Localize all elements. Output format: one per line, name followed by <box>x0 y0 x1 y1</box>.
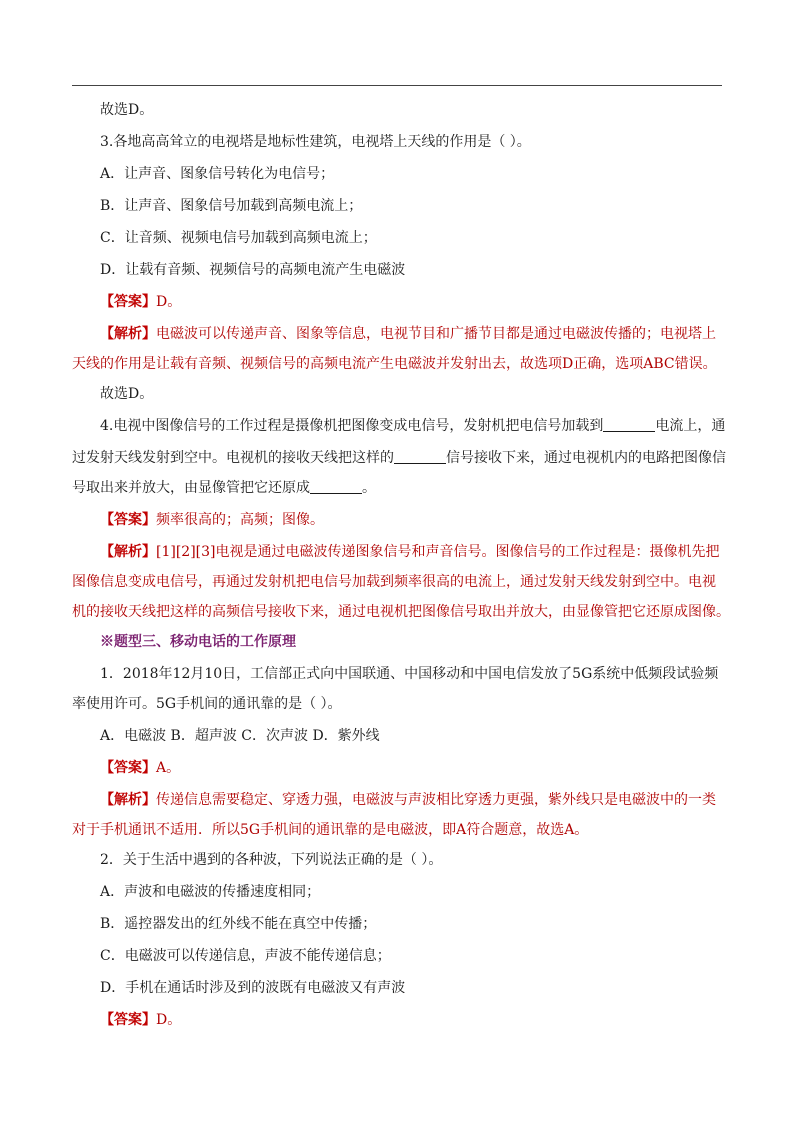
analysis-line: 机的接收天线把这样的高频信号接收下来，通过电视机把图像信号取出并放大，由显像管把它还原成图像。 <box>72 604 730 620</box>
options-row: A．电磁波 B．超声波 C．次声波 D．紫外线 <box>100 728 380 744</box>
answer-line: 【答案】D。 <box>100 294 182 310</box>
analysis-line: 图像信息变成电信号，再通过发射机把电信号加载到频率很高的电流上，通过发射天线发射到空中。电视 <box>72 574 716 590</box>
option-b: B．遥控器发出的红外线不能在真空中传播； <box>100 916 377 932</box>
question-4-stem: 号取出来并放大，由显像管把它还原成 。 <box>72 480 376 496</box>
section-heading: ※题型三、移动电话的工作原理 <box>100 634 296 650</box>
fill-blank <box>394 449 446 464</box>
text-line: 故选D。 <box>100 386 154 402</box>
option-c: C．让音频、视频电信号加载到高频电流上； <box>100 230 377 246</box>
header-rule <box>72 85 722 86</box>
question-4-stem: 过发射天线发射到空中。电视机的接收天线把这样的 信号接收下来，通过电视机内的电路把图像信 <box>72 450 726 466</box>
analysis-line: 天线的作用是让载有音频、视频信号的高频电流产生电磁波并发射出去，故选项D正确，选项ABC错误。 <box>72 356 717 372</box>
question-3-stem: 3.各地高高耸立的电视塔是地标性建筑，电视塔上天线的作用是（ ）。 <box>100 134 531 150</box>
question-1-stem: 率使用许可。5G手机间的通讯靠的是（ ）。 <box>72 696 342 712</box>
option-d: D．手机在通话时涉及到的波既有电磁波又有声波 <box>100 980 406 996</box>
question-1-stem: 1．2018年12月10日，工信部正式向中国联通、中国移动和中国电信发放了5G系统中低频段试验频 <box>100 666 719 682</box>
option-a: A．声波和电磁波的传播速度相同； <box>100 884 321 900</box>
option-a: A．让声音、图象信号转化为电信号； <box>100 166 335 182</box>
question-4-stem: 4.电视中图像信号的工作过程是摄像机把图像变成电信号，发射机把电信号加载到 电流上，通 <box>100 418 726 434</box>
fill-blank <box>603 417 655 432</box>
answer-line: 【答案】D。 <box>100 1012 182 1028</box>
answer-line: 【答案】频率很高的；高频；图像。 <box>100 512 324 528</box>
analysis-line: 【解析】传递信息需要稳定、穿透力强，电磁波与声波相比穿透力更强，紫外线只是电磁波中的一类 <box>100 792 716 808</box>
question-2-stem: 2．关于生活中遇到的各种波，下列说法正确的是（ ）。 <box>100 852 443 868</box>
answer-line: 【答案】A。 <box>100 760 181 776</box>
text-line: 故选D。 <box>100 102 154 118</box>
analysis-line: 【解析】电磁波可以传递声音、图象等信息，电视节目和广播节目都是通过电磁波传播的；电视塔上 <box>100 326 716 342</box>
analysis-line: 对于手机通讯不适用．所以5G手机间的通讯靠的是电磁波，即A符合题意，故选A。 <box>72 822 589 838</box>
fill-blank <box>310 479 362 494</box>
option-d: D．让载有音频、视频信号的高频电流产生电磁波 <box>100 262 406 278</box>
analysis-line: 【解析】[1][2][3]电视是通过电磁波传递图象信号和声音信号。图像信号的工作过程是：摄像机先把 <box>100 544 720 560</box>
option-c: C．电磁波可以传递信息，声波不能传递信息； <box>100 948 391 964</box>
option-b: B．让声音、图象信号加载到高频电流上； <box>100 198 363 214</box>
